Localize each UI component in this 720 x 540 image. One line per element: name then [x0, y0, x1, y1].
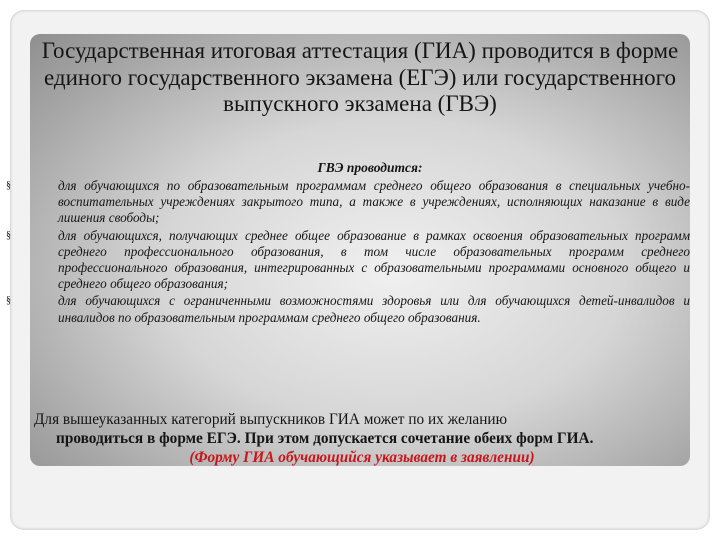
list-item — [6, 178, 690, 227]
note-line-3: (Форму ГИА обучающийся указывает в заявлении) — [189, 449, 535, 466]
gve-subheading: ГВЭ проводится: — [317, 160, 423, 175]
bullet-list — [6, 178, 690, 327]
slide-title: Государственная итоговая аттестация (ГИА) проводится в форме единого государственного экзамена (ЕГЭ) или государственного выпускного экзамена (ГВЭ) — [41, 38, 679, 116]
bullet-text: для обучающихся по образовательным программам среднего общего образования в специальных учебно-воспитательных учреждениях закрытого типа, а также в учреждениях, исполняющих наказание в виде лишения свободы; — [58, 178, 690, 226]
bullet-marker-icon: § — [6, 180, 11, 191]
list-item — [6, 293, 690, 325]
note-paragraph — [34, 410, 690, 467]
bullet-marker-icon: § — [6, 295, 11, 307]
bullet-text: для обучающихся с ограниченными возможностями здоровья или для обучающихся детей-инвалидов и инвалидов по образовательным программам среднего общего образования. — [58, 293, 690, 325]
list-item — [6, 228, 690, 293]
note-line-2: проводиться в форме ЕГЭ. При этом допускается сочетание обеих форм ГИА. — [56, 430, 594, 447]
bullet-text: для обучающихся, получающих среднее общее образование в рамках освоения образовательных программ среднего профессионального образования, в том числе образовательных программ среднего профессионального образования, интегрированных с образовательными программами основного общего и среднего общего образования; — [58, 227, 690, 292]
bullet-marker-icon: § — [6, 229, 11, 241]
note-line-1: Для вышеуказанных категорий выпускников ГИА может по их желанию — [34, 411, 508, 428]
